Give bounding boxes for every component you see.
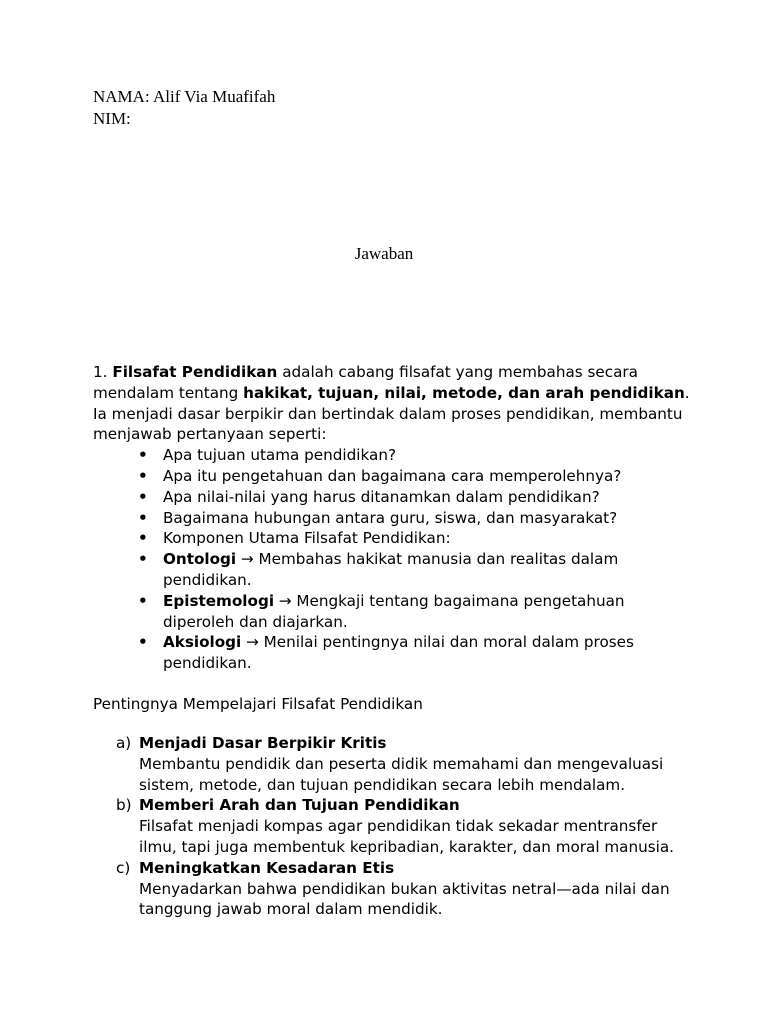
arrow-right-icon: → — [278, 591, 292, 610]
item-text: Membantu pendidik dan peserta didik memahami dan mengevaluasi sistem, metode, dan tujuan pendidikan secara lebih mendalam. — [139, 754, 664, 794]
question-text: Apa tujuan utama pendidikan? — [163, 446, 397, 465]
section-heading: Pentingnya Mempelajari Filsafat Pendidikan — [93, 695, 423, 713]
list-item — [93, 487, 693, 508]
bullet-icon: • — [138, 550, 148, 569]
item-letter: c) — [116, 858, 131, 877]
component-term: Aksiologi — [163, 633, 242, 652]
question-text: Apa nilai-nilai yang harus ditanamkan dalam pendidikan? — [163, 487, 600, 506]
list-item — [93, 445, 693, 466]
component-desc: Menilai pentingnya nilai dan moral dalam proses pendidikan. — [163, 633, 634, 673]
answer-number: 1. — [93, 363, 113, 381]
item-text: Filsafat menjadi kompas agar pendidikan tidak sekadar mentransfer ilmu, tapi juga membentuk kepribadian, karakter, dan moral manusia. — [139, 817, 675, 856]
bullet-icon: • — [138, 591, 148, 610]
bullet-icon: • — [138, 529, 148, 548]
bullet-icon: • — [138, 508, 148, 527]
student-nim-line: NIM: — [93, 109, 131, 128]
components-heading: Komponen Utama Filsafat Pendidikan: — [163, 529, 451, 548]
item-letter: b) — [116, 796, 132, 815]
importance-item — [93, 795, 693, 857]
question-text: Apa itu pengetahuan dan bagaimana cara memperolehnya? — [163, 466, 622, 485]
component-item-epistemologi — [93, 591, 693, 633]
question-list — [93, 445, 693, 674]
student-name-line: NAMA: Alif Via Muafifah — [93, 87, 276, 106]
page-title: Jawaban — [354, 244, 414, 263]
list-item — [93, 528, 693, 549]
list-item — [93, 508, 693, 529]
arrow-right-icon: → — [240, 550, 254, 569]
bullet-icon: • — [138, 633, 148, 652]
importance-item — [93, 733, 693, 795]
component-desc: Membahas hakikat manusia dan realitas dalam pendidikan. — [163, 550, 619, 589]
item-title: Menjadi Dasar Berpikir Kritis — [139, 734, 387, 752]
answer-text-1: adalah cabang filsafat yang membahas secara mendalam tentang — [93, 363, 638, 402]
component-desc: Mengkaji tentang bagaimana pengetahuan diperoleh dan diajarkan. — [163, 591, 625, 631]
bullet-icon: • — [138, 487, 148, 506]
list-item — [93, 466, 693, 487]
item-text: Menyadarkan bahwa pendidikan bukan aktivitas netral—ada nilai dan tanggung jawab moral dalam mendidik. — [139, 879, 670, 919]
student-header — [93, 86, 275, 130]
answer-section — [93, 362, 693, 674]
answer-emphasis: hakikat, tujuan, nilai, metode, dan arah pendidikan — [243, 383, 685, 402]
item-letter: a) — [116, 734, 132, 752]
bullet-icon: • — [138, 466, 148, 485]
question-text: Bagaimana hubungan antara guru, siswa, dan masyarakat? — [163, 508, 618, 527]
component-term: Epistemologi — [163, 591, 275, 610]
component-term: Ontologi — [163, 550, 237, 569]
item-title: Meningkatkan Kesadaran Etis — [139, 858, 395, 877]
answer-intro — [93, 362, 693, 445]
item-title: Memberi Arah dan Tujuan Pendidikan — [139, 796, 460, 815]
importance-item — [93, 858, 693, 920]
answer-text-2: . Ia menjadi dasar berpikir dan bertindak dalam proses pendidikan, membantu menjawab pertanyaan seperti: — [93, 383, 690, 444]
component-item-aksiologi — [93, 632, 693, 674]
arrow-right-icon: → — [246, 633, 259, 652]
component-item-ontologi — [93, 549, 693, 591]
importance-list — [93, 733, 693, 920]
answer-term: Filsafat Pendidikan — [112, 363, 278, 381]
bullet-icon: • — [138, 446, 148, 465]
